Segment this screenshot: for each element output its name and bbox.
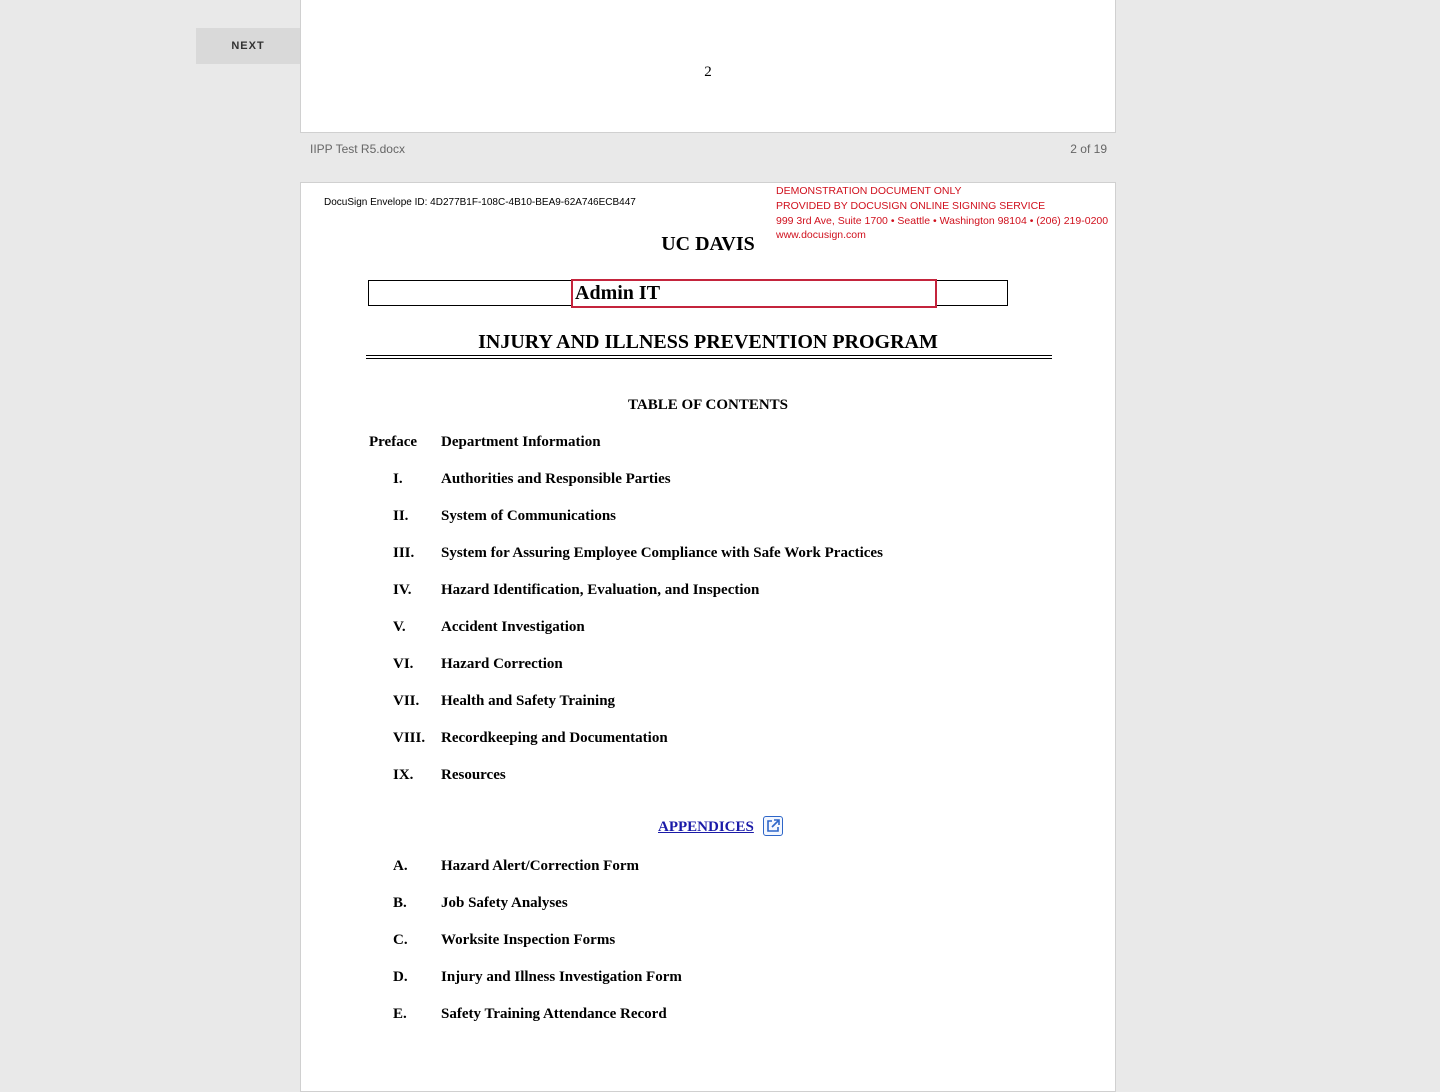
demo-notice-line: DEMONSTRATION DOCUMENT ONLY <box>776 185 962 197</box>
toc-text: System of Communications <box>441 508 616 524</box>
document-file-name: IIPP Test R5.docx <box>310 142 405 156</box>
demo-notice-line: 999 3rd Ave, Suite 1700 • Seattle • Washington 98104 • (206) 219-0200 <box>776 214 1109 227</box>
toc-text: Resources <box>441 767 506 783</box>
toc-number: VI. <box>393 656 414 672</box>
next-button[interactable]: NEXT <box>196 28 300 64</box>
toc-number: D. <box>393 969 408 985</box>
toc-text: Safety Training Attendance Record <box>441 1006 667 1022</box>
current-page <box>300 182 1116 1092</box>
previous-page <box>300 0 1116 133</box>
toc-text: Job Safety Analyses <box>441 895 568 911</box>
toc-number: II. <box>393 508 409 524</box>
external-link-icon[interactable] <box>763 816 783 836</box>
toc-text: System for Assuring Employee Compliance with Safe Work Practices <box>441 545 883 561</box>
toc-number: III. <box>393 545 415 561</box>
envelope-id: DocuSign Envelope ID: 4D277B1F-108C-4B10-BEA9-62A746ECB447 <box>324 197 636 208</box>
org-heading: UC DAVIS <box>661 233 755 255</box>
toc-text: Authorities and Responsible Parties <box>441 471 671 487</box>
toc-number: IX. <box>393 767 414 783</box>
title-rule <box>366 358 1052 359</box>
toc-text: Health and Safety Training <box>441 693 616 709</box>
toc-number: VII. <box>393 693 420 709</box>
toc-text: Hazard Alert/Correction Form <box>441 858 639 874</box>
toc-number: C. <box>393 932 408 948</box>
page-number: 2 <box>704 64 712 80</box>
toc-text: Recordkeeping and Documentation <box>441 730 668 746</box>
toc-text: Department Information <box>441 434 601 450</box>
toc-number: A. <box>393 858 408 874</box>
toc-text: Injury and Illness Investigation Form <box>441 969 682 985</box>
program-title: INJURY AND ILLNESS PREVENTION PROGRAM <box>478 331 938 353</box>
title-rule <box>366 355 1052 356</box>
toc-number: IV. <box>393 582 412 598</box>
toc-number: VIII. <box>393 730 426 746</box>
toc-number: V. <box>393 619 406 635</box>
toc-text: Worksite Inspection Forms <box>441 932 616 948</box>
page-footer <box>300 142 1116 158</box>
appendices-link[interactable]: APPENDICES <box>658 819 754 835</box>
toc-text: Hazard Identification, Evaluation, and Inspection <box>441 582 760 598</box>
toc-text: Accident Investigation <box>441 619 585 635</box>
toc-title: TABLE OF CONTENTS <box>627 397 789 413</box>
toc-number: E. <box>393 1006 407 1022</box>
toc-number: I. <box>393 471 403 487</box>
toc-number: Preface <box>369 434 418 450</box>
page-count: 2 of 19 <box>1070 142 1107 156</box>
toc-number: B. <box>393 895 407 911</box>
department-field[interactable]: Admin IT <box>571 279 937 308</box>
toc-text: Hazard Correction <box>441 656 563 672</box>
demo-notice-line: PROVIDED BY DOCUSIGN ONLINE SIGNING SERVICE <box>776 199 1046 212</box>
demo-notice-line: www.docusign.com <box>776 229 866 242</box>
